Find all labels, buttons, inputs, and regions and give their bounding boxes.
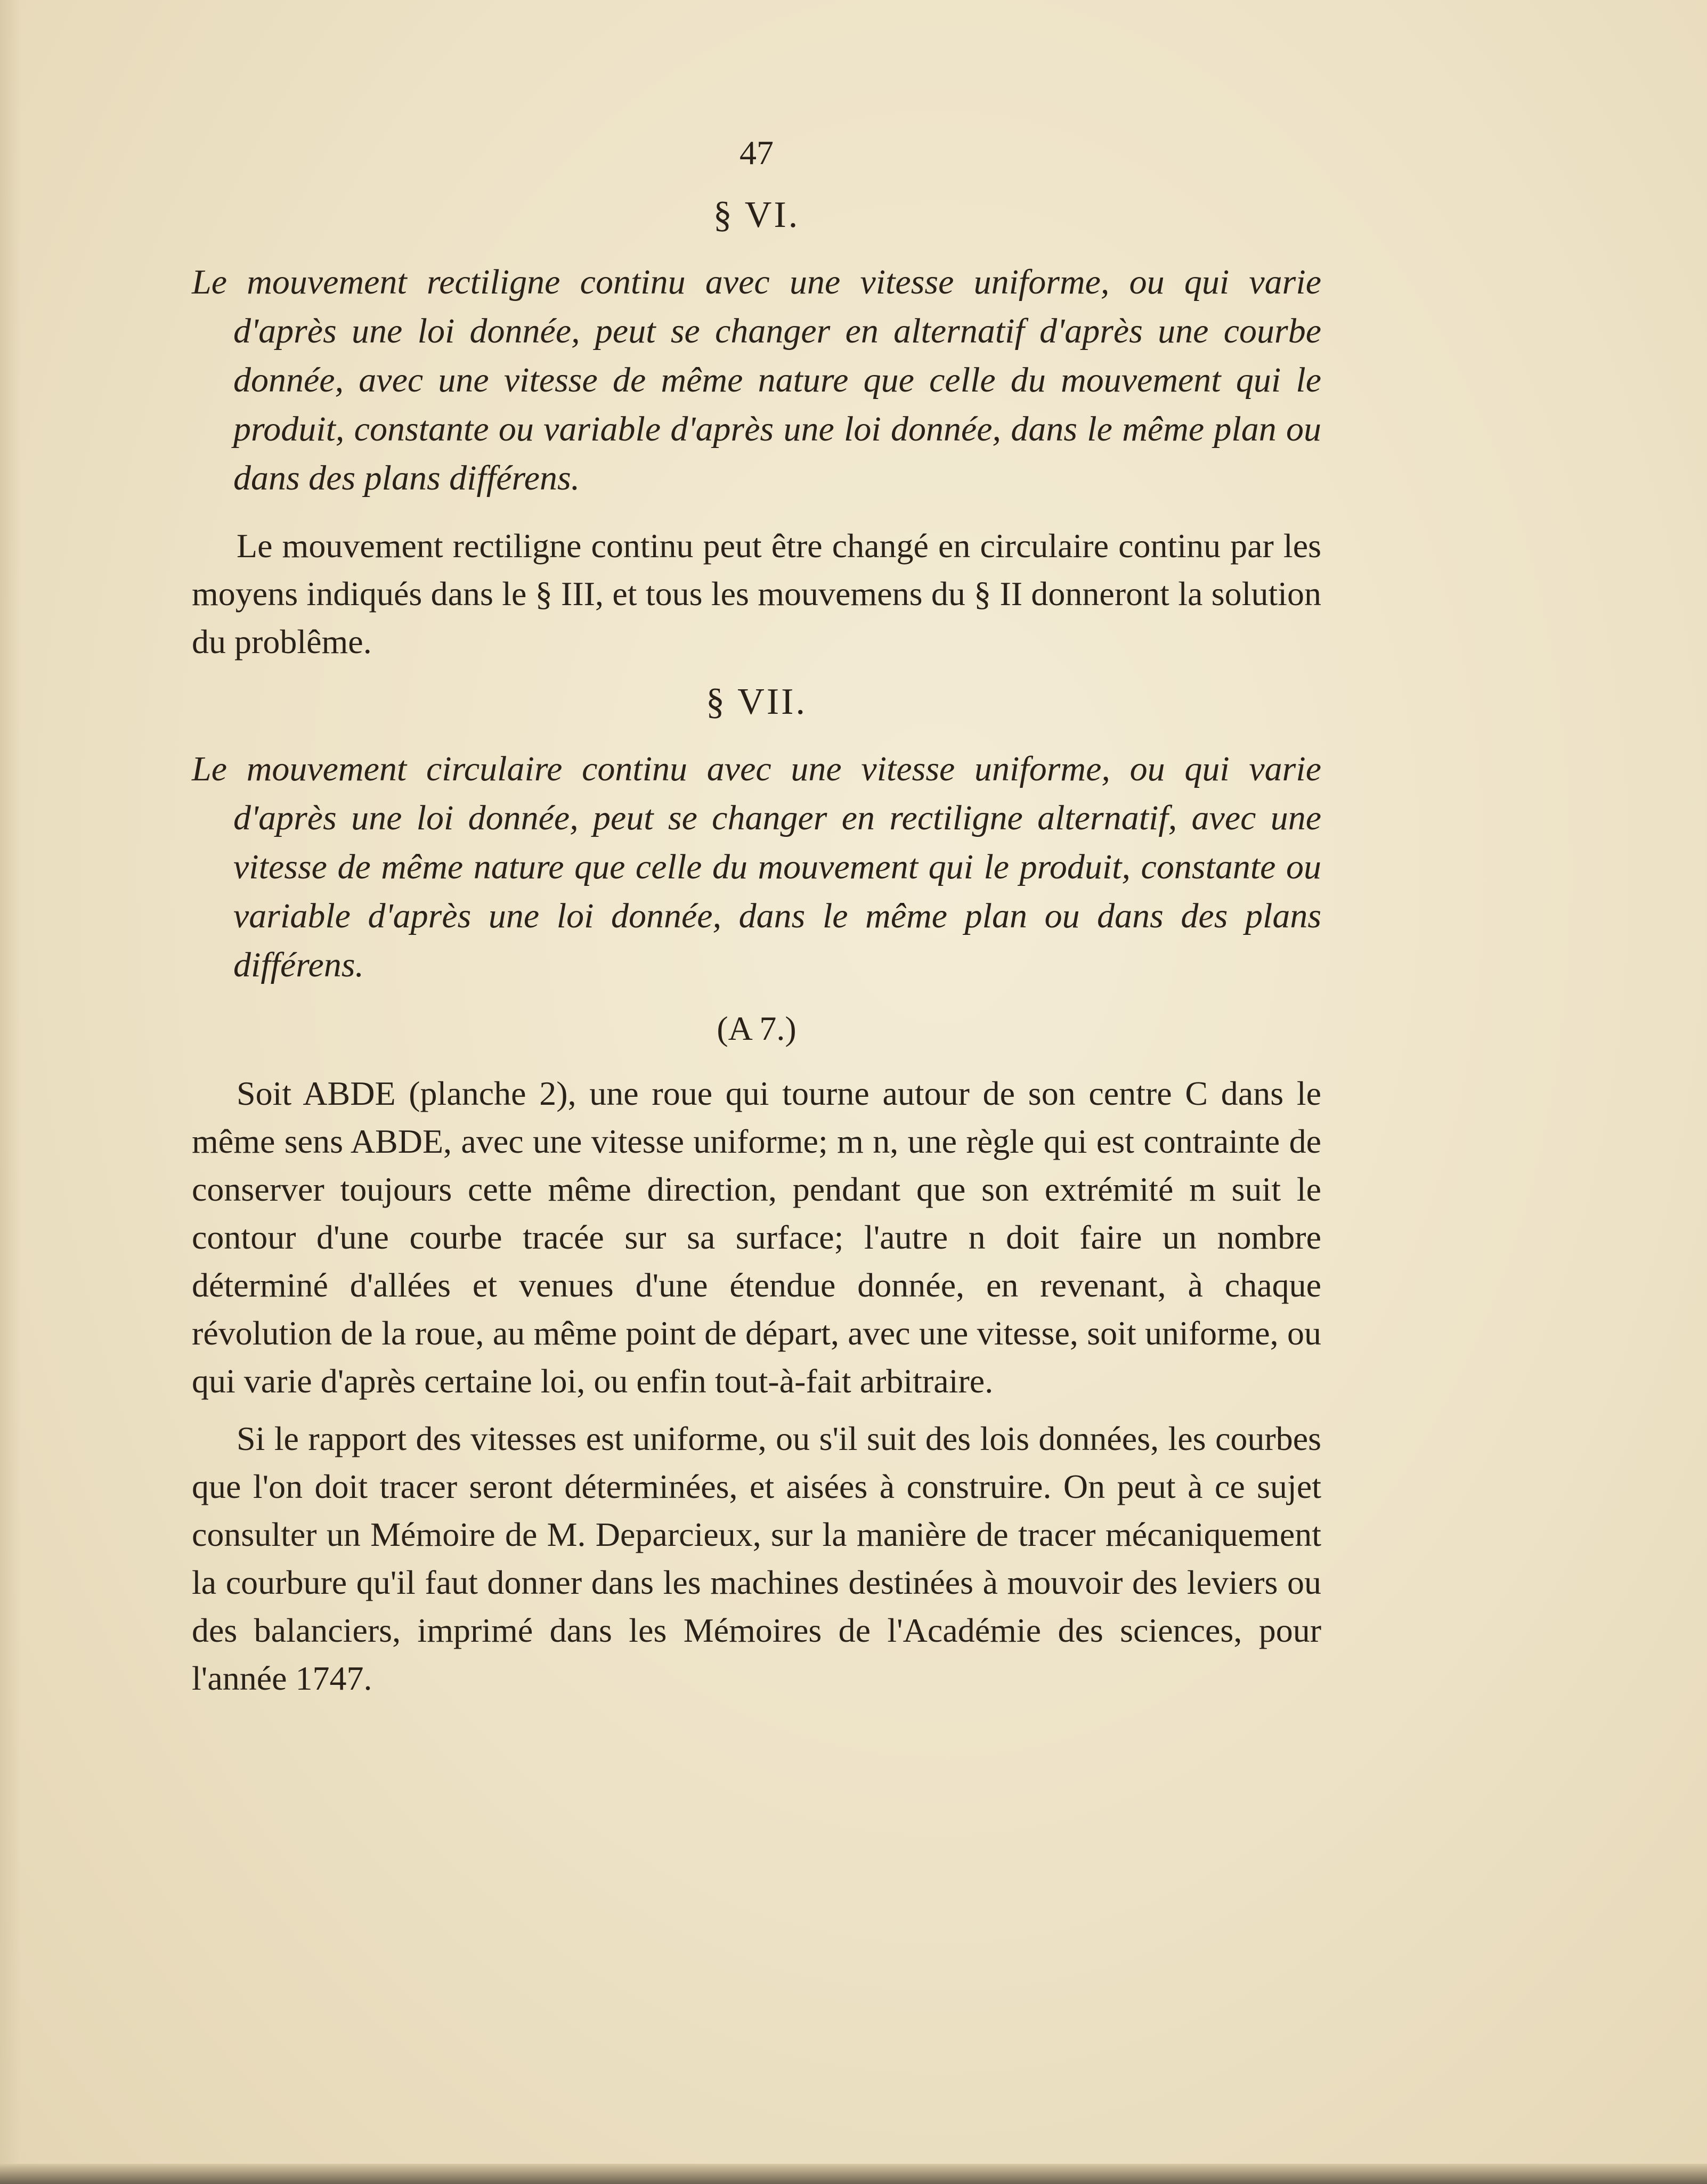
section-statement: Le mouvement rectiligne continu avec une vitesse uniforme, ou qui varie d'après une loi donnée, peut se changer en alternatif d'après une courbe donnée, avec une vitesse de même nature que celle du mouvement qui le produit, constante ou variable d'après une loi donnée, dans le même plan ou dans des plans différens. (192, 263, 1321, 498)
section-vii (192, 681, 1321, 1702)
scan-shadow-left (0, 0, 21, 2184)
section-vi (192, 194, 1321, 666)
section-heading: § VI. (713, 194, 800, 235)
figure-reference: (A 7.) (717, 1009, 796, 1047)
section-heading: § VII. (706, 681, 807, 722)
section-statement: Le mouvement circulaire continu avec une vitesse uniforme, ou qui varie d'après une loi donnée, peut se changer en rectiligne alternatif, avec une vitesse de même nature que celle du mouvement qui le produit, constante ou variable d'après une loi donnée, dans le même plan ou dans des plans différens. (192, 749, 1321, 984)
body-paragraph: Si le rapport des vitesses est uniforme, ou s'il suit des lois données, les courbes que l'on doit tracer seront déterminées, et aisées à construire. On peut à ce sujet consulter un Mémoire de M. Deparcieux, sur la manière de tracer mécaniquement la courbure qu'il faut donner dans les machines destinées à mouvoir des leviers ou des balanciers, imprimé dans les Mémoires de l'Académie des sciences, pour l'année 1747. (192, 1420, 1321, 1697)
body-paragraph: Le mouvement rectiligne continu peut être changé en circulaire continu par les moyens indiqués dans le § III, et tous les mouvemens du § II donneront la solution du problême. (192, 527, 1321, 661)
scan-edge-bottom (0, 2164, 1707, 2184)
body-paragraph: Soit ABDE (planche 2), une roue qui tourne autour de son centre C dans le même sens ABDE, avec une vitesse uniforme; m n, une règle qui est contrainte de conserver toujours cette même direction, pendant que son extrémité m suit le contour d'une courbe tracée sur sa surface; l'autre n doit faire un nombre déterminé d'allées et venues d'une étendue donnée, en revenant, à chaque révolution de la roue, au même point de départ, avec une vitesse, soit uniforme, ou qui varie d'après certaine loi, ou enfin tout-à-fait arbitraire. (192, 1074, 1321, 1400)
page-number: 47 (739, 134, 774, 172)
page-content (192, 133, 1321, 1712)
